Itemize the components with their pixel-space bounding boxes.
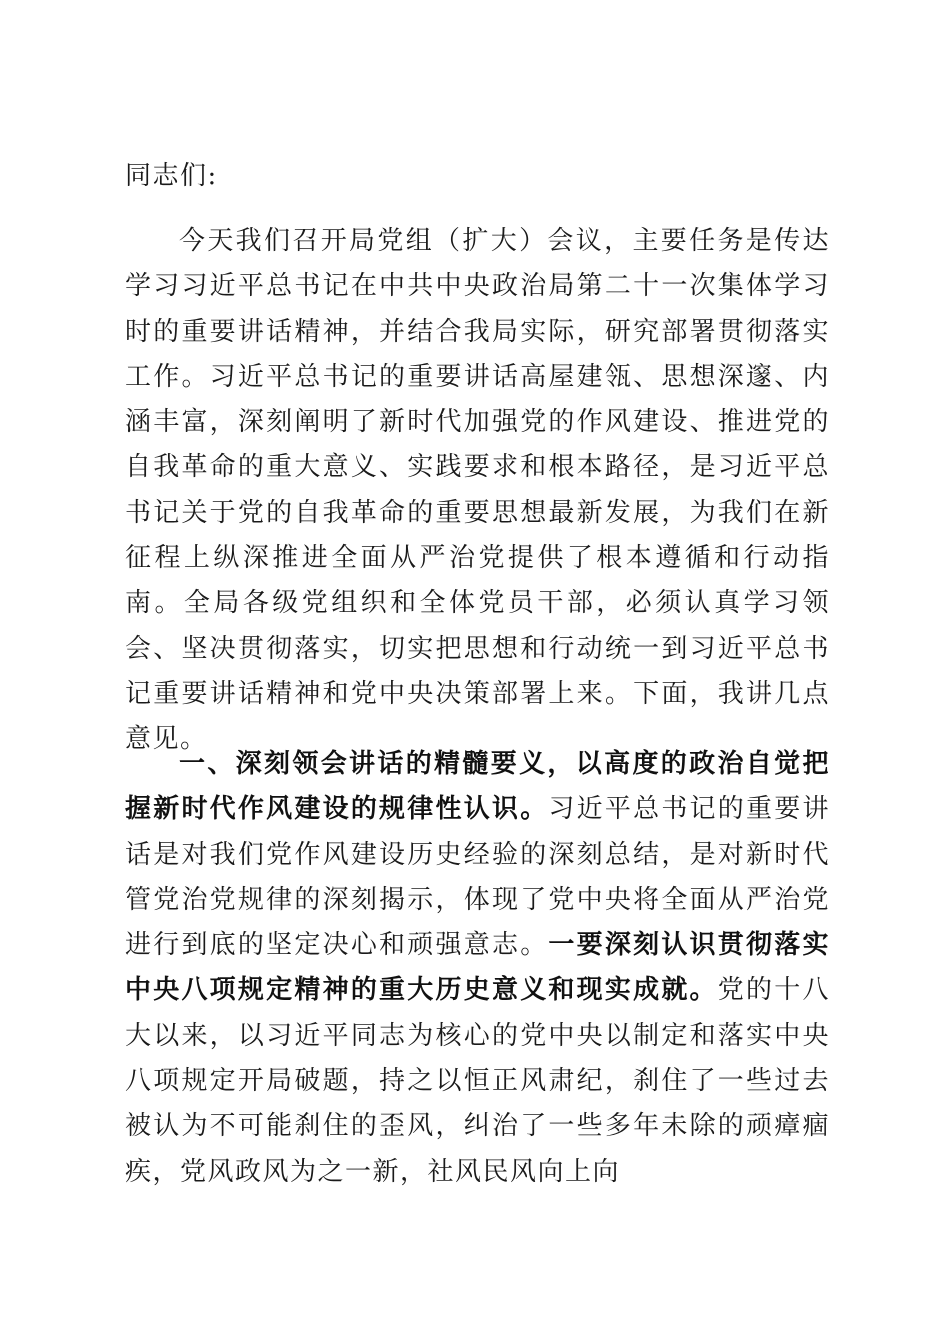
salutation [125,154,830,199]
section-one-text-2: 党的十八大以来，以习近平同志为核心的党中央以制定和落实中央八项规定开局破题，持之以恒正风肃纪，刹住了一些过去被认为不可能刹住的歪风，纠治了一些多年未除的顽瘴痼疾，党风政风为之一新，社风民风向上向 [125,975,830,1187]
section-one-heading: 一、深刻领会讲话的精髓要义，以高度的政治自觉把握新时代作风建设的规律性认识。 [125,749,830,825]
section-one-text-1: 习近平总书记的重要讲话是对我们党作风建设历史经验的深刻总结，是对新时代管党治党规律的深刻揭示，体现了党中央将全面从严治党进行到底的坚定决心和顽强意志。 [125,794,830,961]
paragraph-section-one-text [125,742,830,1195]
section-one-subheading: 一要深刻认识贯彻落实中央八项规定精神的重大历史意义和现实成就。 [125,930,830,1006]
paragraph-section-one [125,742,830,1195]
paragraph-intro-text: 今天我们召开局党组（扩大）会议，主要任务是传达学习习近平总书记在中共中央政治局第二十一次集体学习时的重要讲话精神，并结合我局实际，研究部署贯彻落实工作。习近平总书记的重要讲话高屋建瓴、思想深邃、内涵丰富，深刻阐明了新时代加强党的作风建设、推进党的自我革命的重大意义、实践要求和根本路径，是习近平总书记关于党的自我革命的重要思想最新发展，为我们在新征程上纵深推进全面从严治党提供了根本遵循和行动指南。全局各级党组织和全体党员干部，必须认真学习领会、坚决贯彻落实，切实把思想和行动统一到习近平总书记重要讲话精神和党中央决策部署上来。下面，我讲几点意见。 [125,226,830,755]
paragraph-intro [125,219,830,763]
salutation-text: 同志们: [125,161,218,191]
